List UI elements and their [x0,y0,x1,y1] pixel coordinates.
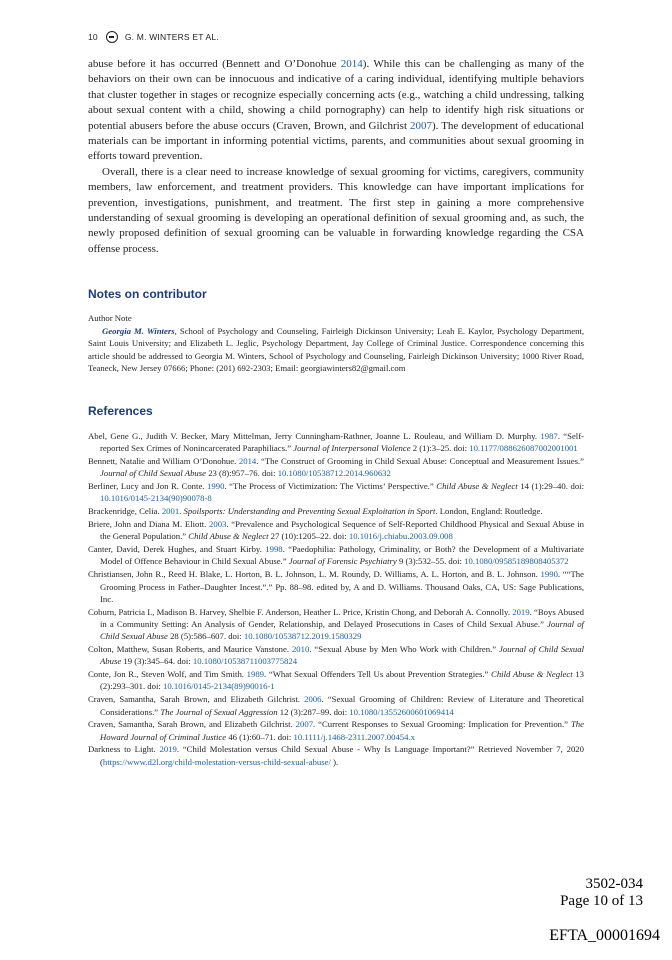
publisher-logo-icon [106,31,118,43]
reference-text: . “Child Molestation versus Child Sexual Abuse - Why Is Language Important?” Retrieved November 7, 2020 ( [100,744,584,767]
reference-item [88,480,584,505]
citation-year-link[interactable]: 2014 [340,58,363,70]
reference-source: The Journal of Sexual Aggression [160,706,278,717]
reference-item [88,518,584,543]
reference-source: Child Abuse & Neglect [188,531,269,542]
reference-text: . “Boys Abused in a Community Setting: An Analysis of Gender, Relationship, and Delayed Prosecutions in Cases of Child Sexual Abuse.” [100,606,585,629]
reference-doi-link[interactable]: 10.1080/10538712.2014.960632 [277,468,391,479]
reference-year-link[interactable]: 2006 [304,694,322,705]
reference-text: . “Current Responses to Sexual Grooming: Implication for Prevention.” [313,719,571,730]
reference-doi-link[interactable]: 10.1177/088626087002001001 [469,443,578,454]
reference-year-link[interactable]: 1987 [540,431,558,441]
reference-text: . “What Sexual Offenders Tell Us about Prevention Strategies.” [264,669,492,680]
reference-item [88,606,584,643]
author-name-link[interactable]: Georgia M. Winters [102,325,175,336]
reference-text: Darkness to Light. [88,744,160,755]
reference-item [88,543,584,568]
reference-item [88,668,584,693]
reference-text: Briere, John and Diana M. Eliott. [88,519,210,530]
reference-text: . [179,506,184,517]
reference-text: . “Paedophilia: Pathology, Criminality, or Both? the Development of a Multivariate Model of Offence Behaviour in Child Sexual Abuse.” [100,544,584,567]
page-label: Page 10 of 13 [560,893,643,909]
author-note-label: Author Note [88,313,132,323]
reference-text: . London, England: Routledge. [435,506,543,517]
reference-source: Spoilsports: Understanding and Preventing Sexual Exploitation in Sport [183,506,436,517]
reference-text: 14 (1):29–40. doi: [517,481,584,492]
reference-year-link[interactable]: 1998 [265,544,283,555]
reference-text: ). [330,756,339,767]
document-code: 3502-034 [585,876,643,892]
references-list [88,430,584,769]
running-head-text: G. M. WINTERS ET AL. [124,32,219,42]
body-text [88,57,584,257]
reference-year-link[interactable]: 1990 [540,569,558,580]
reference-source: Journal of Forensic Psychiatry [288,556,397,567]
author-note [88,312,584,375]
body-paragraph-1 [88,57,584,165]
reference-source: Child Abuse & Neglect [436,481,518,492]
reference-text: 27 (10):1205–22. doi: [268,531,349,542]
body-paragraph-2: Overall, there is a clear need to increase knowledge of sexual grooming for victims, caregivers, community members, law enforcement, and treatment providers. This knowledge can have important implications for prevention, investigations, punishment, and treatment. The first step in gaining a more comprehensive understanding of sexual grooming is developing an operational definition of sexual grooming and, as such, the newly proposed definition of sexual grooming can be valuable in forwarding knowledge regarding the CSA offense process. [88,165,584,255]
reference-text: . “The Construct of Grooming in Child Sexual Abuse: Conceptual and Measurement Issues.” [256,456,585,467]
reference-text: . “The Process of Victimization: The Victims’ Perspective.” [224,481,437,492]
reference-year-link[interactable]: 2019 [512,606,530,617]
reference-text: Christiansen, John R., Reed H. Blake, L. Horton, B. L. Johnson, L. M. Roundy, D. Williams, A. L. Horton, and B. L. Johnson. [88,569,541,580]
running-header [88,31,219,43]
reference-text: 28 (5):586–607. doi: [167,631,244,642]
reference-text: Craven, Samantha, Sarah Brown, and Elizabeth Gilchrist. [88,719,296,730]
reference-text: . “Sexual Abuse by Men Who Work with Children.” [309,644,500,655]
body-text-run: abuse before it has occurred (Bennett and O’Donohue [88,58,341,70]
reference-doi-link[interactable]: 10.1080/09585189808405372 [464,556,569,567]
reference-item [88,430,584,455]
reference-doi-link[interactable]: https://www.d2l.org/child-molestation-versus-child-sexual-abuse/ [102,756,331,767]
author-note-text [88,325,584,375]
reference-item [88,455,584,480]
reference-year-link[interactable]: 2001 [161,506,180,517]
page-number: 10 [88,32,98,42]
reference-year-link[interactable]: 2019 [159,744,177,755]
body-text-run: ). The development of educational materials can be important in informing potential victims, parents, and communities about sexual grooming in efforts toward prevention. [88,119,584,163]
references-heading: References [88,404,153,418]
reference-text: Conte, Jon R., Steven Wolf, and Tim Smith. [88,669,247,680]
reference-text: 23 (8):957–76. doi: [206,468,278,479]
reference-text: Bennett, Natalie and William O’Donohue. [88,456,239,467]
reference-text: Coburn, Patricia I., Madison B. Harvey, Shelbie F. Anderson, Heather L. Price, Kristin Chong, and Deborah A. Connolly. [88,606,513,617]
reference-item [88,568,584,605]
reference-text: Abel, Gene G., Judith V. Becker, Mary Mittelman, Jerry Cunningham-Rathner, Joanne L. Rouleau, and William D. Murphy. [88,431,541,441]
reference-item [88,693,584,718]
reference-text: 19 (3):345–64. doi: [121,656,193,667]
reference-year-link[interactable]: 2014 [238,456,257,467]
reference-year-link[interactable]: 2010 [291,644,310,655]
body-text-run: ). While this can be challenging as many of the behaviors on their own can be innocuous and indicative of a caring individual, identifying multiple behaviors that cluster together in stages or recognize especially concerning acts (e.g., watching a child undressing, talking about sexual content with a child, showing a child pornography) can help to identify high risk situations or potential abusers before the abuse occurs (Craven, Brown, and Gilchrist [88,58,584,132]
author-note-body: , School of Psychology and Counseling, Fairleigh Dickinson University; Leah E. Kaylor, Psychology Department, Saint Louis University; and Elizabeth L. Jeglic, Psychology Department, Jay College of Criminal Justice. Correspondence concerning this article should be addressed to Georgia M. Winters, School of Psychology and Counseling, Fairleigh Dickinson University; 1000 River Road, Teaneck, New Jersey 07666; Phone: (201) 692-2303; Email: georgiawinters82@gmail.com [88,325,585,373]
reference-item [88,718,584,743]
reference-doi-link[interactable]: 10.1016/0145-2134(90)90078-8 [100,493,212,504]
reference-year-link[interactable]: 1990 [207,481,225,492]
reference-source: Child Abuse & Neglect [491,669,573,680]
reference-text: . ““The Grooming Process in Father–Daughter Incest.”.” Pp. 88–98. edited by, A and D. Williams. Thousand Oaks, CA, US: Sage Publications, Inc. [100,569,585,604]
reference-text: Brackenridge, Celia. [88,506,162,517]
reference-doi-link[interactable]: 10.1016/j.chiabu.2003.09.008 [348,531,453,542]
reference-text: 13 (2):293–301. doi: [100,669,584,692]
reference-year-link[interactable]: 2007 [295,719,314,730]
reference-text: Canter, David, Derek Hughes, and Stuart Kirby. [88,544,266,555]
reference-text: 12 (3):287–99. doi: [277,706,350,717]
reference-text: Berliner, Lucy and Jon R. Conte. [88,481,208,492]
notes-heading: Notes on contributor [88,287,207,301]
reference-doi-link[interactable]: 10.1080/10538712.2019.1580329 [243,631,362,642]
bates-number: EFTA_00001694 [549,927,660,944]
reference-year-link[interactable]: 1989 [246,669,265,680]
reference-doi-link[interactable]: 10.1080/10538711003775824 [192,656,298,667]
reference-source: Journal of Child Sexual Abuse [100,644,584,667]
reference-text: Colton, Matthew, Susan Roberts, and Maurice Vanstone. [88,644,292,655]
reference-item [88,505,584,517]
reference-doi-link[interactable]: 10.1111/j.1468-2311.2007.00454.x [293,731,416,742]
reference-text: Craven, Samantha, Sarah Brown, and Elizabeth Gilchrist. [88,694,305,705]
reference-doi-link[interactable]: 10.1016/0145-2134(89)90016-1 [162,681,275,692]
reference-year-link[interactable]: 2003 [209,519,227,530]
citation-year-link[interactable]: 2007 [410,119,432,132]
reference-text: 2 (1):3–25. doi: [410,443,470,454]
reference-text: 46 (1):60–71. doi: [226,731,294,742]
reference-source: Journal of Child Sexual Abuse [100,618,584,642]
reference-text: . “Self-reported Sex Crimes of Nonincarcerated Paraphiliacs.” [100,431,584,454]
reference-source: The Howard Journal of Criminal Justice [100,719,584,742]
reference-text: . “Prevalence and Psychological Sequence of Self-Reported Childhood Physical and Sexual Abuse in the General Population.” [100,519,584,542]
reference-item [88,743,584,768]
reference-text: 9 (3):532–55. doi: [396,556,465,567]
reference-source: Journal of Interpersonal Violence [293,443,411,454]
reference-item [88,643,584,668]
reference-text: . “Sexual Grooming of Children: Review of Literature and Theoretical Considerations.” [100,694,584,717]
reference-source: Journal of Child Sexual Abuse [100,468,207,479]
reference-doi-link[interactable]: 10.1080/13552600601069414 [349,706,454,717]
